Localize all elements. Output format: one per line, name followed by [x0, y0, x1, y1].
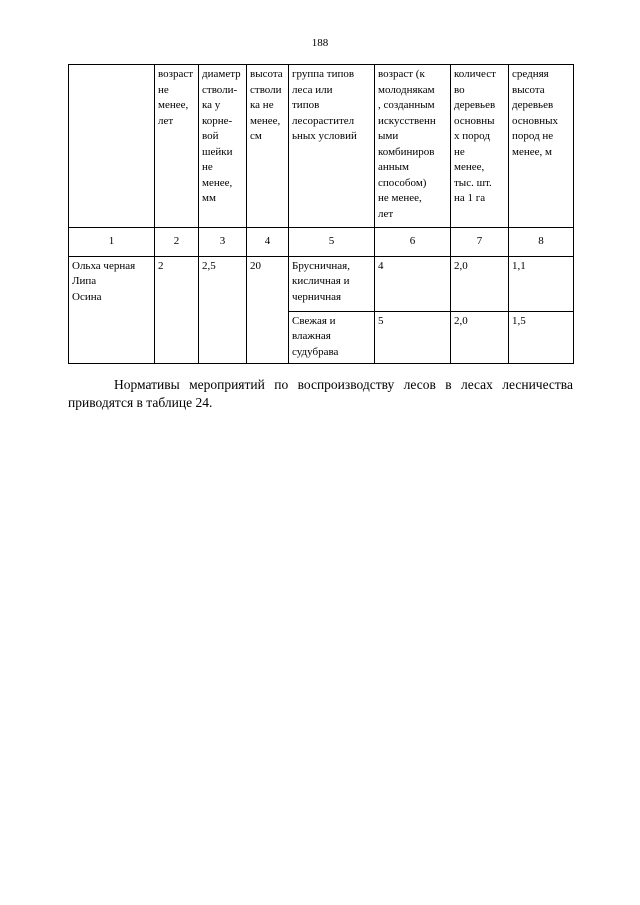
column-number-row: [69, 228, 574, 257]
column-number: 2: [155, 228, 199, 257]
header-cell: возраст (к молоднякам , созданным искусственн ыми комбиниров анным способом) не менее, лет: [375, 65, 451, 228]
young-age-cell: 5: [375, 311, 451, 363]
tree-count-cell: 2,0: [451, 256, 509, 311]
page-number: 188: [311, 37, 329, 49]
species-cell: Ольха черная Липа Осина: [69, 256, 155, 363]
age-cell: 2: [155, 256, 199, 363]
header-cell: [69, 65, 155, 228]
column-number: 7: [451, 228, 509, 257]
forest-type-cell: Свежая и влажная судубрава: [289, 311, 375, 363]
column-number: 3: [199, 228, 247, 257]
forest-type-cell: Брусничная, кисличная и черничная: [289, 256, 375, 311]
column-number: 4: [247, 228, 289, 257]
body-paragraph: Нормативы мероприятий по воспроизводству лесов в лесах лесничества приводятся в таблице 24.: [68, 376, 573, 410]
young-age-cell: 4: [375, 256, 451, 311]
header-cell: возраст не менее, лет: [155, 65, 199, 228]
header-cell: средняя высота деревьев основных пород не менее, м: [509, 65, 574, 228]
column-number: 1: [69, 228, 155, 257]
diameter-cell: 2,5: [199, 256, 247, 363]
reforestation-norms-table: [68, 64, 574, 364]
table-header-row: [69, 65, 574, 228]
tree-count-cell: 2,0: [451, 311, 509, 363]
header-cell: количест во деревьев основны х пород не менее, тыс. шт. на 1 га: [451, 65, 509, 228]
header-cell: диаметр стволи- ка у корне- вой шейки не менее, мм: [199, 65, 247, 228]
header-cell: группа типов леса или типов лесорастител ьных условий: [289, 65, 375, 228]
table-row: [69, 256, 574, 311]
height-cell: 20: [247, 256, 289, 363]
avg-height-cell: 1,5: [509, 311, 574, 363]
avg-height-cell: 1,1: [509, 256, 574, 311]
column-number: 5: [289, 228, 375, 257]
column-number: 6: [375, 228, 451, 257]
column-number: 8: [509, 228, 574, 257]
header-cell: высота стволи ка не менее, см: [247, 65, 289, 228]
